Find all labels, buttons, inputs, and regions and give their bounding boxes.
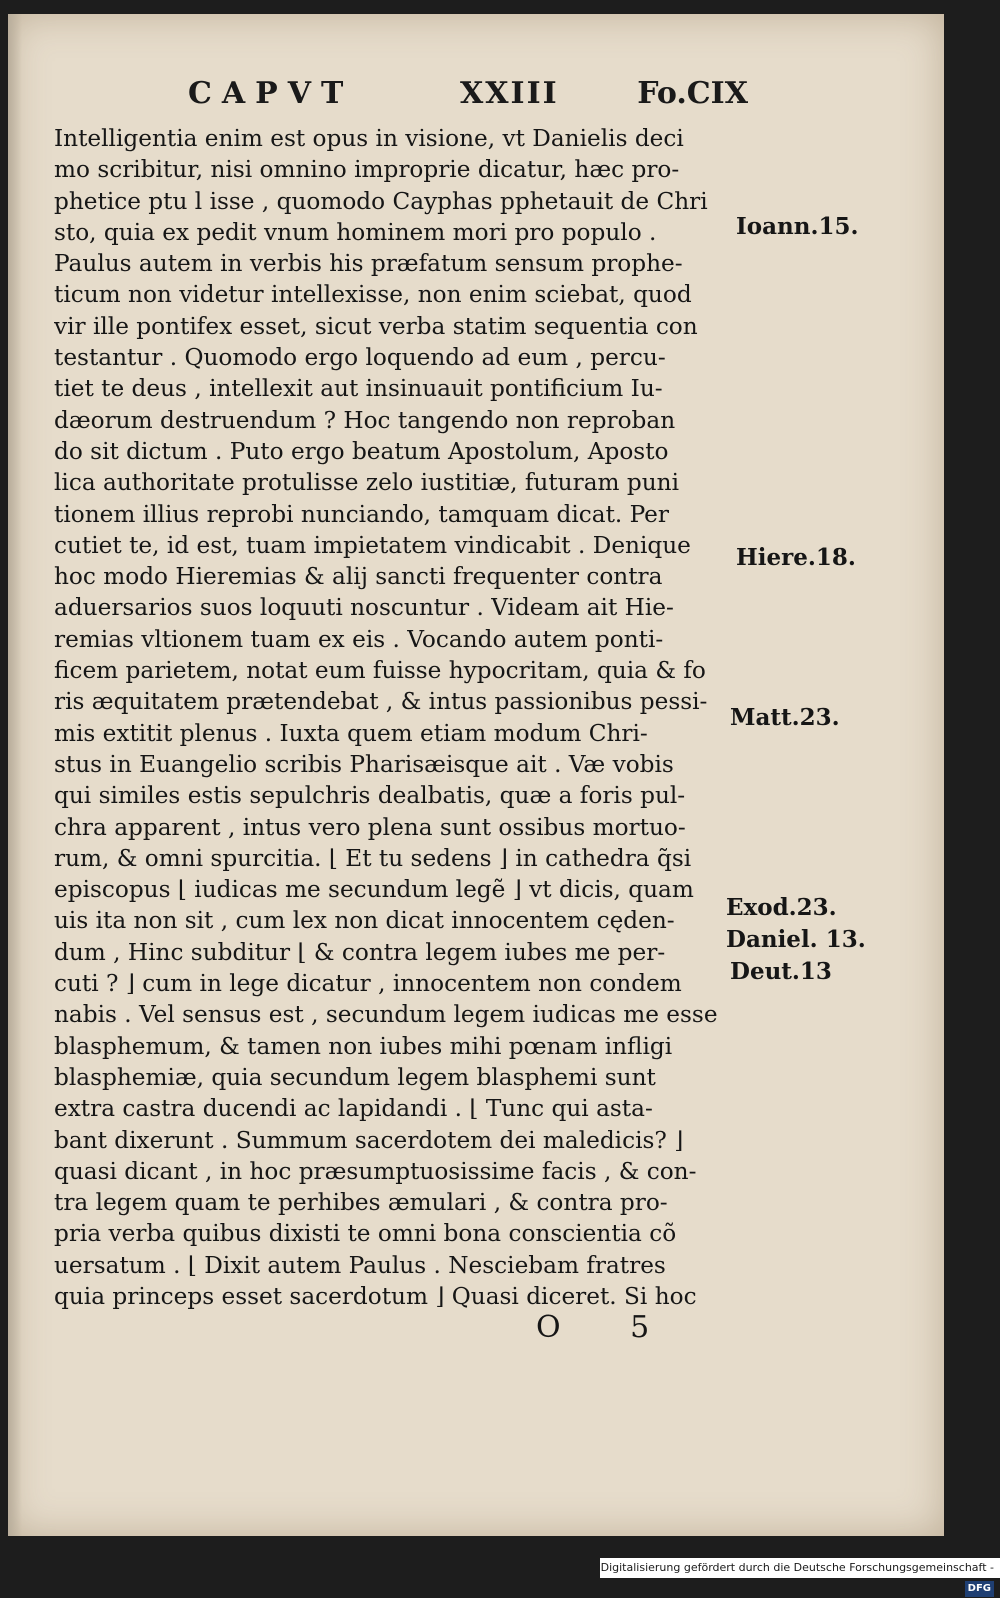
text-line: extra castra ducendi ac lapidandi . ⌊ Tunc qui asta-: [54, 1095, 653, 1123]
text-line: tra legem quam te perhibes æmulari , & contra pro-: [54, 1189, 668, 1217]
text-line: vir ille pontifex esset, sicut verba statim sequentia con: [54, 312, 698, 340]
text-line: cuti ? ⌋ cum in lege dicatur , innocentem non condem: [54, 970, 682, 998]
body-text: [54, 123, 744, 1312]
text-line: blasphemum, & tamen non iubes mihi pœnam infligi: [54, 1032, 673, 1060]
text-line: uis ita non sit , cum lex non dicat innocentem cęden-: [54, 907, 675, 935]
text-line: rum, & omni spurcitia. ⌊ Et tu sedens ⌋ in cathedra q̃si: [54, 844, 692, 872]
text-line: Paulus autem in verbis his præfatum sensum prophe-: [54, 250, 683, 278]
signature-mark: O 5: [536, 1310, 680, 1345]
text-line: ticum non videtur intellexisse, non enim sciebat, quod: [54, 281, 692, 309]
text-line: stus in Euangelio scribis Pharisæisque ait . Væ vobis: [54, 750, 674, 778]
text-line: hoc modo Hieremias & alij sancti frequenter contra: [54, 563, 663, 591]
text-line: chra apparent , intus vero plena sunt ossibus mortuo-: [54, 813, 686, 841]
text-line: ficem parietem, notat eum fuisse hypocritam, quia & fo: [54, 657, 706, 685]
text-line: tionem illius reprobi nunciando, tamquam dicat. Per: [54, 500, 669, 528]
margin-note-matt: Matt.23.: [730, 704, 840, 731]
text-line: dum , Hinc subditur ⌊ & contra legem iubes me per-: [54, 938, 666, 966]
text-line: dæorum destruendum ? Hoc tangendo non reproban: [54, 406, 676, 434]
text-line: testantur . Quomodo ergo loquendo ad eum , percu-: [54, 344, 666, 372]
text-line: uersatum . ⌊ Dixit autem Paulus . Nesciebam fratres: [54, 1251, 666, 1279]
running-header: [188, 76, 748, 116]
text-line: blasphemiæ, quia secundum legem blasphemi sunt: [54, 1063, 656, 1091]
text-line: do sit dictum . Puto ergo beatum Apostolum, Aposto: [54, 437, 669, 465]
header-caput: CAPVT: [188, 76, 354, 111]
digitization-footer: [600, 1558, 1000, 1594]
text-line: nabis . Vel sensus est , secundum legem iudicas me esse: [54, 1001, 718, 1029]
text-line: quasi dicant , in hoc præsumptuosissime facis , & con-: [54, 1157, 697, 1185]
margin-note-deut: Deut.13: [730, 958, 832, 985]
text-line: pria verba quibus dixisti te omni bona conscientia cõ: [54, 1220, 677, 1248]
text-line: Intelligentia enim est opus in visione, vt Danielis deci: [54, 125, 684, 152]
text-line: cutiet te, id est, tuam impietatem vindicabit . Denique: [54, 531, 691, 559]
text-line: qui similes estis sepulchris dealbatis, quæ a foris pul-: [54, 782, 686, 810]
book-page: [8, 14, 944, 1536]
margin-note-joann: Ioann.15.: [736, 213, 859, 240]
text-line: quia princeps esset sacerdotum ⌋ Quasi diceret. Si hoc: [54, 1282, 697, 1310]
text-line: ris æquitatem prætendebat , & intus passionibus pessi-: [54, 688, 708, 716]
text-line: mo scribitur, nisi omnino improprie dicatur, hæc pro-: [54, 156, 680, 184]
text-line: aduersarios suos loquuti noscuntur . Videam ait Hie-: [54, 594, 674, 622]
footer-text: Digitalisierung gefördert durch die Deutsche Forschungsgemeinschaft -: [600, 1561, 994, 1574]
text-line: bant dixerunt . Summum sacerdotem dei maledicis? ⌋: [54, 1126, 684, 1154]
text-line: mis extitit plenus . Iuxta quem etiam modum Chri-: [54, 719, 648, 747]
text-line: phetice ptu l isse , quomodo Cayphas pphetauit de Chri: [54, 187, 708, 215]
text-line: sto, quia ex pedit vnum hominem mori pro populo .: [54, 218, 657, 246]
text-line: episcopus ⌊ iudicas me secundum legẽ ⌋ vt dicis, quam: [54, 876, 694, 904]
header-folio: Fo.CIX: [637, 76, 748, 111]
margin-note-hiere: Hiere.18.: [736, 544, 856, 571]
text-line: tiet te deus , intellexit aut insinuauit pontificium Iu-: [54, 375, 663, 403]
text-line: lica authoritate protulisse zelo iustitiæ, futuram puni: [54, 469, 679, 497]
header-chapter-number: XXIII: [460, 76, 559, 111]
margin-note-exod: Exod.23.: [726, 894, 837, 921]
text-line: remias vltionem tuam ex eis . Vocando autem ponti-: [54, 625, 664, 653]
dfg-logo: DFG: [965, 1581, 994, 1597]
margin-note-daniel: Daniel. 13.: [726, 926, 866, 953]
